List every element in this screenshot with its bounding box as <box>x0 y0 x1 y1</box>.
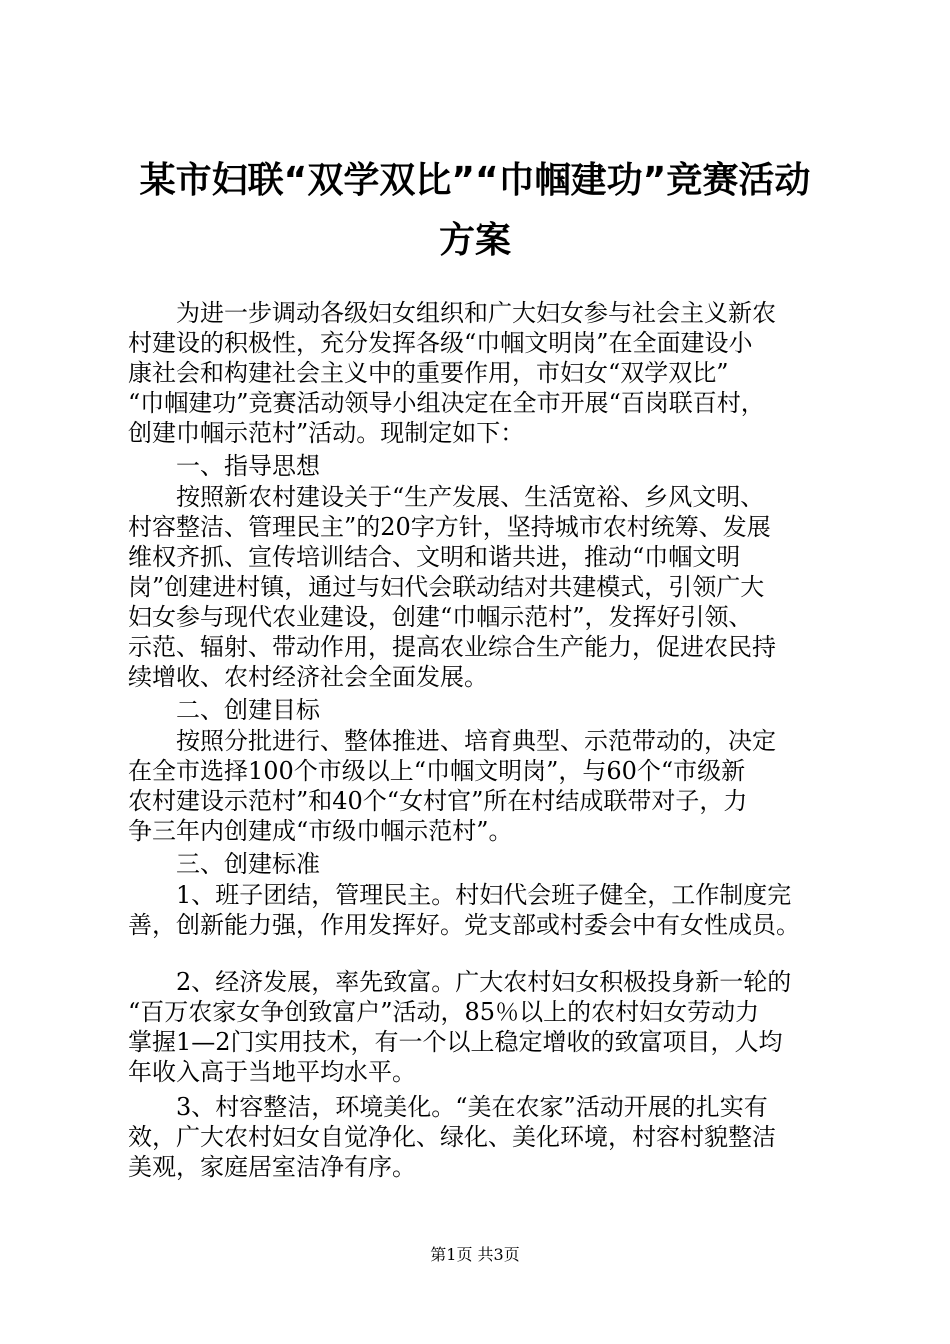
paragraph-line: 村建设的积极性，充分发挥各级“巾帼文明岗”在全面建设小 <box>128 329 753 357</box>
paragraph-line: 善，创新能力强，作用发挥好。党支部或村委会中有女性成员。 <box>128 911 800 939</box>
paragraph-line: 3、村容整洁，环境美化。“美在农家”活动开展的扎实有 <box>128 1093 768 1121</box>
section-heading: 一、指导思想 <box>128 452 320 480</box>
paragraph-line: 年收入高于当地平均水平。 <box>128 1058 416 1086</box>
paragraph-line: 按照分批进行、整体推进、培育典型、示范带动的，决定 <box>128 727 776 755</box>
section-heading: 二、创建目标 <box>128 696 320 724</box>
paragraph-line: 续增收、农村经济社会全面发展。 <box>128 663 488 691</box>
document-title-line-1: 某市妇联“双学双比”“巾帼建功”竞赛活动 <box>139 160 811 201</box>
paragraph-line: “百万农家女争创致富户”活动，85％以上的农村妇女劳动力 <box>128 998 760 1026</box>
paragraph-line: 示范、辐射、带动作用，提高农业综合生产能力，促进农民持 <box>128 633 776 661</box>
paragraph-line: 效，广大农村妇女自觉净化、绿化、美化环境，村容村貌整洁 <box>128 1123 776 1151</box>
paragraph-line: 维权齐抓、宣传培训结合、文明和谐共进，推动“巾帼文明 <box>128 543 741 571</box>
paragraph-line: 康社会和构建社会主义中的重要作用，市妇女“双学双比” <box>128 359 729 387</box>
paragraph-line: 1、班子团结，管理民主。村妇代会班子健全，工作制度完 <box>128 881 792 909</box>
paragraph-line: 村容整洁、管理民主”的20字方针，坚持城市农村统筹、发展 <box>128 513 771 541</box>
paragraph-line: “巾帼建功”竞赛活动领导小组决定在全市开展“百岗联百村， <box>128 389 765 417</box>
paragraph-line: 争三年内创建成“市级巾帼示范村”。 <box>128 817 513 845</box>
paragraph-line: 妇女参与现代农业建设，创建“巾帼示范村”，发挥好引领、 <box>128 603 753 631</box>
paragraph-line: 创建巾帼示范村”活动。现制定如下： <box>128 419 525 447</box>
paragraph-line: 按照新农村建设关于“生产发展、生活宽裕、乡风文明、 <box>128 483 765 511</box>
paragraph-line: 掌握1—2门实用技术，有一个以上稳定增收的致富项目，人均 <box>128 1028 783 1056</box>
paragraph-line: 农村建设示范村”和40个“女村官”所在村结成联带对子，力 <box>128 787 748 815</box>
paragraph-line: 岗”创建进村镇，通过与妇代会联动结对共建模式，引领广大 <box>128 573 765 601</box>
section-heading: 三、创建标准 <box>128 850 320 878</box>
paragraph-line: 美观，家庭居室洁净有序。 <box>128 1153 416 1181</box>
page-footer: 第1页 共3页 <box>430 1245 520 1264</box>
paragraph-line: 2、经济发展，率先致富。广大农村妇女积极投身新一轮的 <box>128 968 792 996</box>
document-title-line-2: 方案 <box>438 220 511 261</box>
paragraph-line: 在全市选择100个市级以上“巾帼文明岗”，与60个“市级新 <box>128 757 746 785</box>
paragraph-line: 为进一步调动各级妇女组织和广大妇女参与社会主义新农 <box>128 299 776 327</box>
